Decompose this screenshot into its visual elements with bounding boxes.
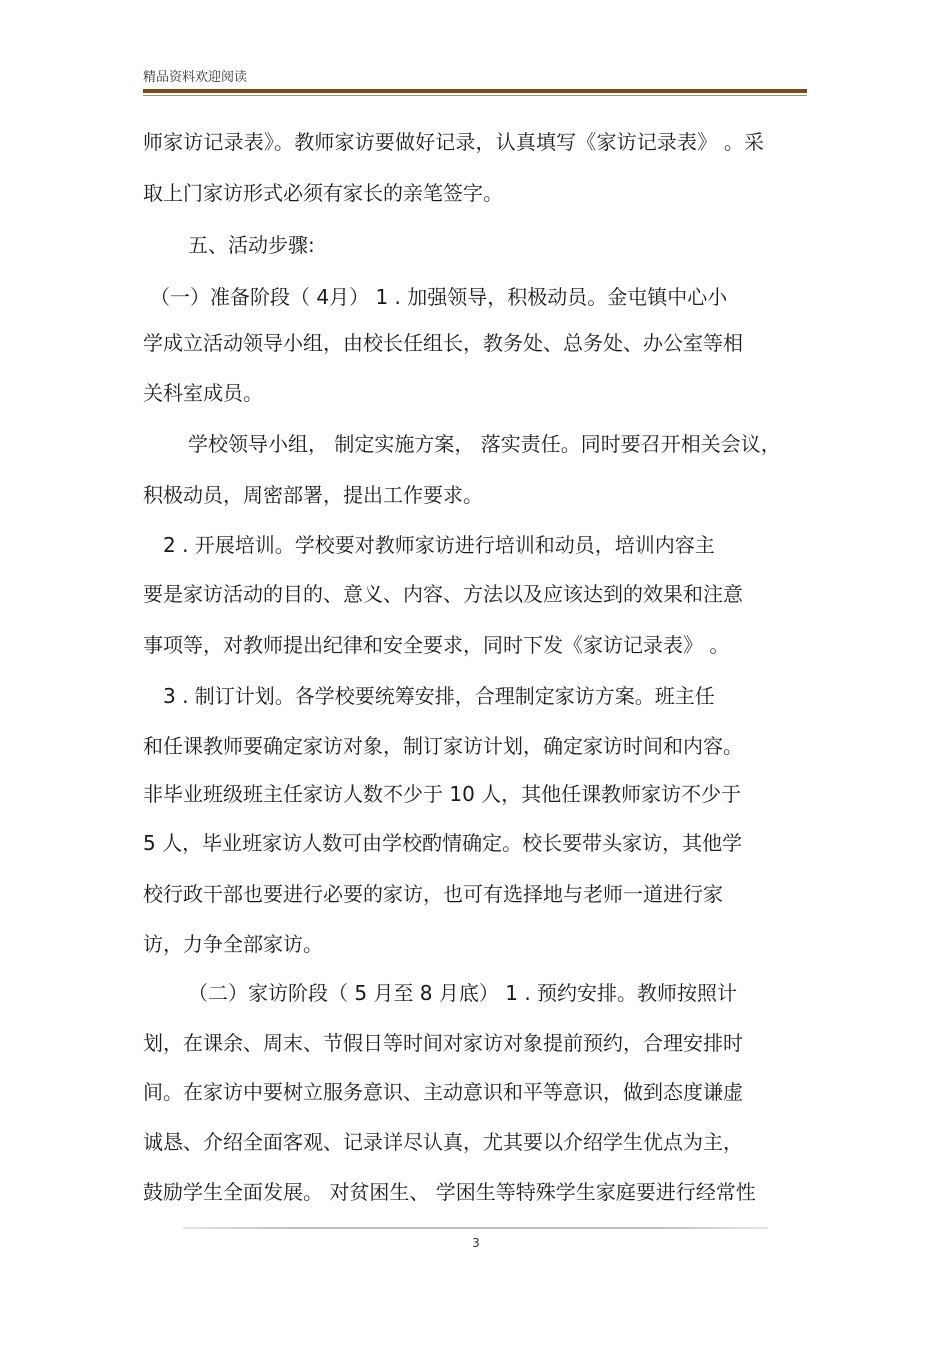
text-line: （二）家访阶段（ 5 月至 8 月底） 1 . 预约安排。教师按照计 xyxy=(188,981,738,1005)
footer-rule xyxy=(183,1227,768,1229)
text-line: 学校领导小组， 制定实施方案， 落实责任。同时要召开相关会议， xyxy=(188,432,781,456)
page-number: 3 xyxy=(472,1236,480,1250)
text-line: 取上门家访形式必须有家长的亲笔签字。 xyxy=(143,181,503,205)
header-rule-thin xyxy=(143,95,807,96)
text-line: 2 . 开展培训。学校要对教师家访进行培训和动员，培训内容主 xyxy=(163,533,715,557)
text-line: 鼓励学生全面发展。 对贫困生、 学困生等特殊学生家庭要进行经常性 xyxy=(143,1180,756,1204)
text-line: 间。在家访中要树立服务意识、主动意识和平等意识，做到态度谦虚 xyxy=(143,1080,743,1104)
text-line: 非毕业班级班主任家访人数不少于 10 人，其他任课教师家访不少于 xyxy=(143,782,742,806)
text-line: 事项等，对教师提出纪律和安全要求，同时下发《家访记录表》 。 xyxy=(143,633,730,657)
header-rule xyxy=(143,89,807,93)
text-line: 要是家访活动的目的、意义、内容、方法以及应该达到的效果和注意 xyxy=(143,582,743,606)
text-line: 划，在课余、周末、节假日等时间对家访对象提前预约，合理安排时 xyxy=(143,1031,743,1055)
section-heading: 五、活动步骤: xyxy=(188,233,315,257)
text-line: 学成立活动领导小组，由校长任组长，教务处、总务处、办公室等相 xyxy=(143,331,743,355)
text-line: 和任课教师要确定家访对象，制订家访计划，确定家访时间和内容。 xyxy=(143,734,743,758)
text-line: 校行政干部也要进行必要的家访，也可有选择地与老师一道进行家 xyxy=(143,882,723,906)
text-line: 访，力争全部家访。 xyxy=(143,932,323,956)
text-line: 关科室成员。 xyxy=(143,381,263,405)
text-line: 3 . 制订计划。各学校要统筹安排，合理制定家访方案。班主任 xyxy=(163,684,715,708)
text-line: 师家访记录表》。教师家访要做好记录，认真填写《家访记录表》 。采 xyxy=(143,130,765,154)
text-line: 诚恳、介绍全面客观、记录详尽认真，尤其要以介绍学生优点为主， xyxy=(143,1130,743,1154)
text-line: （一）准备阶段（ 4月） 1 . 加强领导，积极动员。金屯镇中心小 xyxy=(150,285,728,309)
text-line: 积极动员，周密部署，提出工作要求。 xyxy=(143,483,483,507)
page-header: 精品资料欢迎阅读 xyxy=(143,70,248,85)
text-line: 5 人，毕业班家访人数可由学校酌情确定。校长要带头家访，其他学 xyxy=(143,831,743,855)
